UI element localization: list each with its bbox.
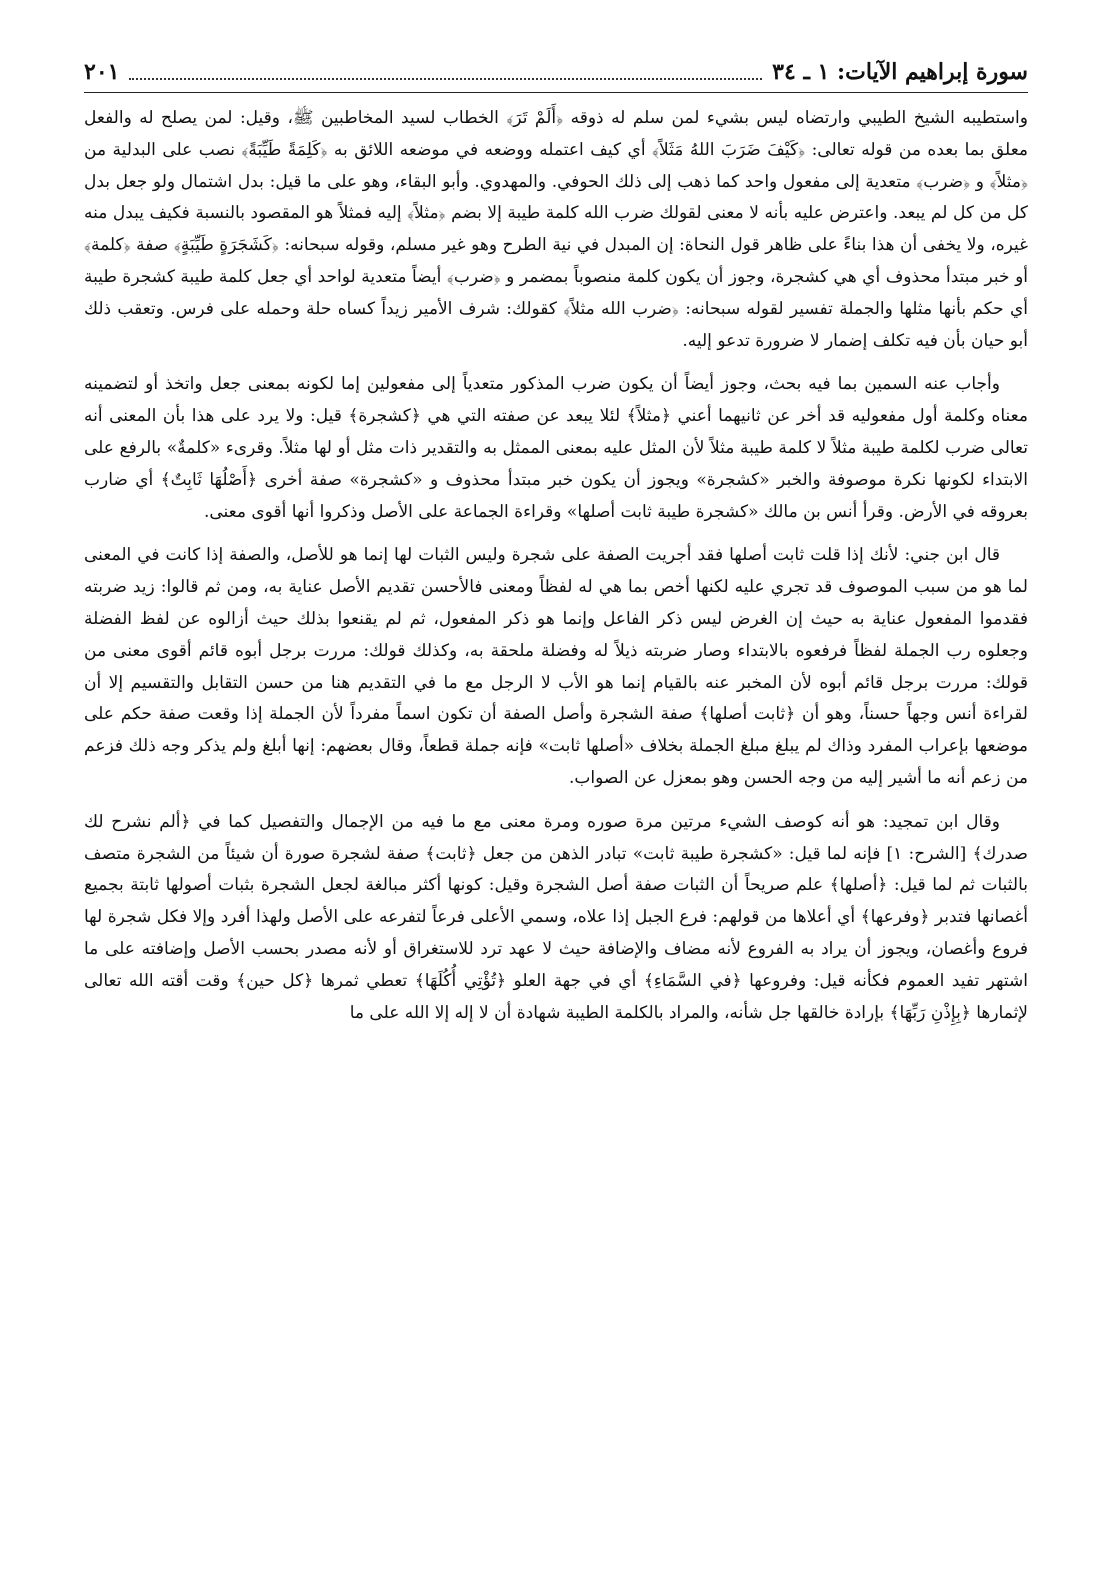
page-number: ٢٠١ <box>84 59 120 85</box>
running-header <box>84 52 1028 93</box>
paragraph-4: وقال ابن تمجيد: هو أنه كوصف الشيء مرتين مرة صوره ومرة معنى مع ما فيه من الإجمال والتفصيل كما في ﴿ألم نشرح لك صدرك﴾ [الشرح: ١] فإنه لما قيل: «كشجرة طيبة ثابت» تبادر الذهن من جعل ﴿ثابت﴾ صفة لشجرة صورة أن شيئاً من الشجرة متصف بالثبات ثم لما قيل: ﴿أصلها﴾ علم صريحاً أن الثبات صفة أصل الشجرة وقيل: كونها أكثر مبالغة لجعل الشجرة بثبات أصولها ثابتة بجميع أغصانها فتدبر ﴿وفرعها﴾ أي أعلاها من قولهم: فرع الجبل إذا علاه، وسمي الأعلى فرعاً لتفرعه على الأصل ولهذا أفرد وإلا فكل شجرة لها فروع وأغصان، ويجوز أن يراد به الفروع لأنه مضاف والإضافة حيث لا عهد ترد للاستغراق أو لأنه مصدر بحسب الأصل وإضافته على ما اشتهر تفيد العموم فكأنه قيل: وفروعها ﴿في السَّمَاءِ﴾ أي في جهة العلو ﴿تُؤْتِي أُكُلَهَا﴾ تعطي ثمرها ﴿كل حين﴾ وقت أقته الله تعالى لإثمارها ﴿بِإِذْنِ رَبِّهَا﴾ بإرادة خالقها جل شأنه، والمراد بالكلمة الطيبة شهادة أن لا إله إلا الله على ما <box>84 811 1028 1023</box>
leader-dots <box>129 64 762 80</box>
surah-title: سورة إبراهيم الآيات: ١ ـ ٣٤ <box>772 59 1028 85</box>
paragraph-3: قال ابن جني: لأنك إذا قلت ثابت أصلها فقد أجريت الصفة على شجرة وليس الثبات لها إنما هو للأصل، والصفة إذا كانت في المعنى لما هو من سبب الموصوف قد تجري عليه لكنها أخص بما هي له لفظاً ومعنى فالأحسن تقديم الأصل عناية به، ومن ثم قالوا: زيد ضربته فقدموا المفعول عناية به حيث إن الغرض ليس ذكر الفاعل وإنما هو ذكر المفعول، ثم لم يقنعوا بذلك حيث أزالوه عن لفظ الفضلة وجعلوه رب الجملة لفظاً فرفعوه بالابتداء وصار ضربته ذيلاً له وفضلة ملحقة به، وكذلك قولك: مررت برجل أبوه قائم أقوى معنى من قولك: مررت برجل قائم أبوه لأن المخبر عنه بالقيام إنما هو الأب لا الرجل مع ما في التقديم هنا من حسن التقابل والتقسيم إلا أن لقراءة أنس وجهاً حسناً، وهو أن ﴿ثابت أصلها﴾ صفة الشجرة وأصل الصفة أن تكون اسماً مفرداً لأن الجملة إذا وقعت صفة حكم على موضعها بإعراب المفرد وذاك لم يبلغ مبلغ الجملة بخلاف «أصلها ثابت» فإنه جملة قطعاً، وقال بعضهم: إنها أبلغ ولم يذكر وجه ذلك فزعم من زعم أنه ما أشير إليه من وجه الحسن وهو بمعزل عن الصواب. <box>84 545 1028 788</box>
paragraph-2: وأجاب عنه السمين بما فيه بحث، وجوز أيضاً أن يكون ضرب المذكور متعدياً إلى مفعولين إما لكونه بمعنى جعل واتخذ أو لتضمينه معناه وكلمة أول مفعوليه قد أخر عن ثانيهما أعني ﴿مثلاً﴾ لئلا يبعد عن صفته التي هي ﴿كشجرة﴾ قيل: ولا يرد على هذا بأن المعنى أنه تعالى ضرب لكلمة طيبة مثلاً لا كلمة طيبة مثلاً لأن المثل عليه بمعنى الممثل به والتقدير ذات مثل أو لها مثلاً. وقرىء «كلمةٌ» بالرفع على الابتداء لكونها نكرة موصوفة والخبر «كشجرة» ويجوز أن يكون خبر مبتدأ محذوف و «كشجرة» صفة أخرى ﴿أَصْلُهَا ثَابِتٌ﴾ أي ضارب بعروقه في الأرض. وقرأ أنس بن مالك «كشجرة طيبة ثابت أصلها» وقراءة الجماعة على الأصل وذكروا أنها أقوى معنى. <box>84 374 1028 522</box>
document-page <box>84 52 1028 1552</box>
paragraph-1: واستطيبه الشيخ الطيبي وارتضاه ليس بشيء لمن سلم له ذوقه ﴿أَلَمْ تَرَ﴾ الخطاب لسيد المخاطبين ﷺ، وقيل: لمن يصلح له والفعل معلق بما بعده من قوله تعالى: ﴿كَيْفَ ضَرَبَ اللهُ مَثَلاً﴾ أي كيف اعتمله ووضعه في موضعه اللائق به ﴿كَلِمَةً طَيِّبَةً﴾ نصب على البدلية من ﴿مثلاً﴾ و ﴿ضرب﴾ متعدية إلى مفعول واحد كما ذهب إلى ذلك الحوفي. والمهدوي. وأبو البقاء، وهو على ما قيل: بدل اشتمال ولو جعل بدل كل من كل لم يبعد. واعترض عليه بأنه لا معنى لقولك ضرب الله كلمة طيبة إلا بضم ﴿مثلاً﴾ إليه فمثلاً هو المقصود بالنسبة فكيف يبدل منه غيره، ولا يخفى أن هذا بناءً على ظاهر قول النحاة: إن المبدل في نية الطرح وهو غير مسلم، وقوله سبحانه: ﴿كَشَجَرَةٍ طَيِّبَةٍ﴾ صفة ﴿كلمة﴾ أو خبر مبتدأ محذوف أي هي كشجرة، وجوز أن يكون كلمة منصوباً بمضمر و ﴿ضرب﴾ أيضاً متعدية لواحد أي جعل كلمة طيبة كشجرة طيبة أي حكم بأنها مثلها والجملة تفسير لقوله سبحانه: ﴿ضرب الله مثلاً﴾ كقولك: شرف الأمير زيداً كساه حلة وحمله على فرس. وتعقب ذلك أبو حيان بأن فيه تكلف إضمار لا ضرورة تدعو إليه. <box>84 108 1028 351</box>
